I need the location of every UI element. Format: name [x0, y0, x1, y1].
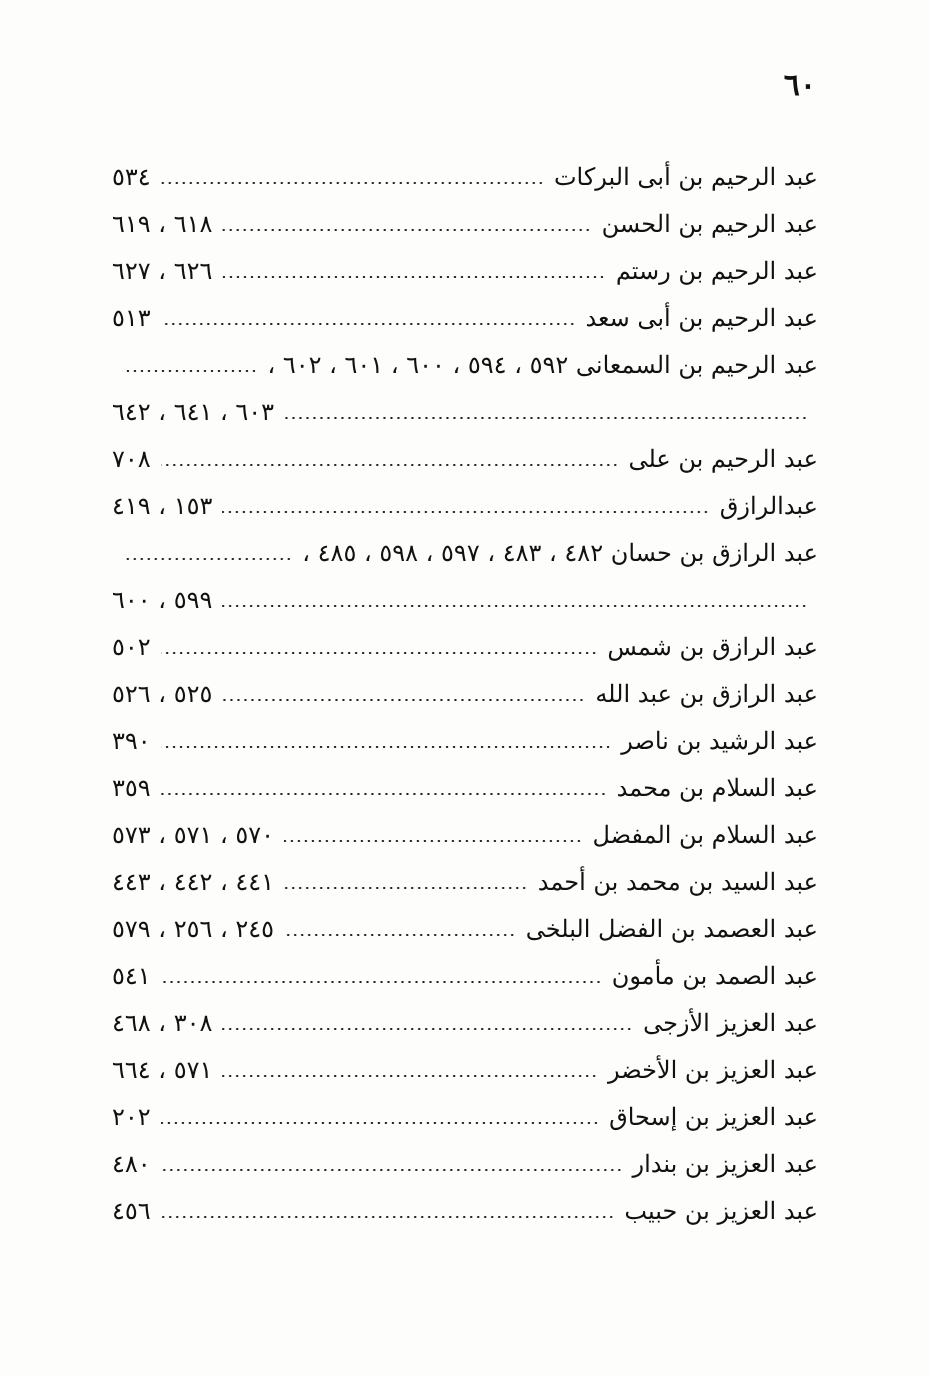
index-entry: [112, 859, 818, 906]
dot-leader: [161, 182, 544, 184]
dot-leader: [284, 417, 808, 419]
entry-pages: ٤٤١ ، ٤٤٢ ، ٤٤٣: [112, 868, 275, 896]
entry-name: عبد العزيز الأزجى: [643, 1009, 818, 1037]
entry-pages: ٣٥٩: [112, 774, 151, 802]
index-entries-list: [112, 154, 818, 1235]
dot-leader: [222, 605, 808, 607]
index-entry: [112, 201, 818, 248]
index-entry: [112, 577, 818, 624]
entry-pages: ٤٥٦: [112, 1197, 151, 1225]
index-entry: [112, 1047, 818, 1094]
entry-name: عبد الرشيد بن ناصر: [621, 727, 818, 755]
entry-name: عبد السلام بن محمد: [616, 774, 818, 802]
entry-name: عبدالرازق: [719, 492, 818, 520]
entry-name: عبد الرازق بن شمس: [607, 633, 818, 661]
entry-name: عبد العصمد بن الفضل البلخى: [525, 915, 818, 943]
entry-name: عبد الرحيم بن السمعانى ٥٩٢ ، ٥٩٤ ، ٦٠٠ ، ٦٠١ ، ٦٠٢ ،: [267, 351, 818, 379]
index-entry: [112, 1094, 818, 1141]
dot-leader: [161, 1216, 615, 1218]
entry-pages: ١٥٣ ، ٤١٩: [112, 492, 213, 520]
dot-leader: [284, 887, 528, 889]
dot-leader: [222, 276, 605, 278]
dot-leader: [161, 652, 598, 654]
dot-leader: [122, 558, 292, 560]
page-number: ٦٠: [783, 68, 816, 103]
index-entry: [112, 154, 818, 201]
index-entry: [112, 671, 818, 718]
index-entry: [112, 483, 818, 530]
entry-name: عبد الصمد بن مأمون: [611, 962, 818, 990]
index-entry: [112, 906, 818, 953]
entry-pages: ٥٣٤: [112, 163, 151, 191]
entry-pages: ٣٠٨ ، ٤٦٨: [112, 1009, 213, 1037]
entry-name: عبد الرازق بن عبد الله: [595, 680, 818, 708]
dot-leader: [161, 323, 576, 325]
dot-leader: [222, 229, 591, 231]
dot-leader: [161, 793, 607, 795]
index-entry: [112, 342, 818, 389]
entry-pages: ٦٢٦ ، ٦٢٧: [112, 257, 213, 285]
entry-name: عبد السلام بن المفضل: [592, 821, 818, 849]
index-entry: [112, 624, 818, 671]
entry-pages: ٥٩٩ ، ٦٠٠: [112, 586, 213, 614]
dot-leader: [284, 934, 516, 936]
entry-pages: ٦٠٣ ، ٦٤١ ، ٦٤٢: [112, 398, 275, 426]
dot-leader: [284, 840, 582, 842]
index-entry: [112, 295, 818, 342]
entry-pages: ٥١٣: [112, 304, 151, 332]
entry-pages: ٥٧٠ ، ٥٧١ ، ٥٧٣: [112, 821, 275, 849]
entry-name: عبد الرازق بن حسان ٤٨٢ ، ٤٨٣ ، ٥٩٧ ، ٥٩٨ ، ٤٨٥ ،: [302, 539, 818, 567]
index-entry: [112, 248, 818, 295]
dot-leader: [222, 699, 585, 701]
index-entry: [112, 812, 818, 859]
entry-pages: ٥٤١: [112, 962, 151, 990]
entry-pages: ٢٠٢: [112, 1103, 151, 1131]
entry-name: عبد الرحيم بن على: [628, 445, 818, 473]
dot-leader: [222, 511, 709, 513]
entry-name: عبد العزيز بن حبيب: [624, 1197, 818, 1225]
dot-leader: [161, 1169, 623, 1171]
dot-leader: [161, 464, 619, 466]
entry-pages: ٤٨٠: [112, 1150, 151, 1178]
entry-name: عبد الرحيم بن أبى سعد: [585, 304, 818, 332]
entry-name: عبد العزيز بن الأخضر: [608, 1056, 818, 1084]
entry-name: عبد الرحيم بن أبى البركات: [553, 163, 818, 191]
index-entry: [112, 389, 818, 436]
index-entry: [112, 765, 818, 812]
entry-pages: ٥٠٢: [112, 633, 151, 661]
entry-pages: ٧٠٨: [112, 445, 151, 473]
index-entry: [112, 1000, 818, 1047]
dot-leader: [161, 981, 602, 983]
entry-pages: ٥٧١ ، ٦٦٤: [112, 1056, 213, 1084]
dot-leader: [161, 746, 612, 748]
index-entry: [112, 953, 818, 1000]
index-entry: [112, 718, 818, 765]
dot-leader: [222, 1075, 598, 1077]
index-entry: [112, 1141, 818, 1188]
entry-name: عبد الرحيم بن رستم: [615, 257, 818, 285]
dot-leader: [161, 1122, 599, 1124]
entry-pages: ٦١٨ ، ٦١٩: [112, 210, 213, 238]
index-entry: [112, 436, 818, 483]
entry-name: عبد الرحيم بن الحسن: [601, 210, 818, 238]
entry-name: عبد العزيز بن بندار: [632, 1150, 818, 1178]
entry-pages: ٢٤٥ ، ٢٥٦ ، ٥٧٩: [112, 915, 275, 943]
dot-leader: [222, 1028, 633, 1030]
dot-leader: [122, 370, 257, 372]
entry-pages: ٣٩٠: [112, 727, 151, 755]
entry-name: عبد العزيز بن إسحاق: [609, 1103, 818, 1131]
entry-name: عبد السيد بن محمد بن أحمد: [537, 868, 818, 896]
index-entry: [112, 1188, 818, 1235]
index-entry: [112, 530, 818, 577]
entry-pages: ٥٢٥ ، ٥٢٦: [112, 680, 213, 708]
